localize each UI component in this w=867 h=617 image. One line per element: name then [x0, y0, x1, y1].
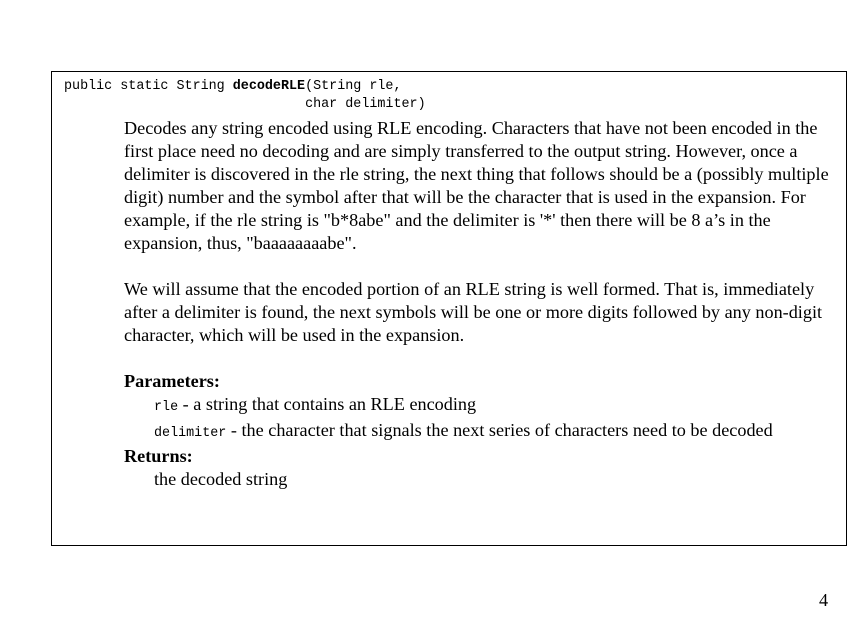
returns-text: the decoded string [154, 469, 288, 489]
parameters-heading: Parameters: [124, 371, 220, 391]
returns-heading: Returns: [124, 446, 193, 466]
method-doc-body [124, 117, 840, 491]
parameter-name: delimiter [154, 426, 227, 441]
description-paragraph-2: We will assume that the encoded portion of an RLE string is well formed. That is, immediately after a delimiter is found, the next symbols will be one or more digits followed by any non-digit character, which will be used in the expansion. [124, 279, 823, 345]
parameter-description: - a string that contains an RLE encoding [178, 394, 477, 414]
method-doc-box [51, 71, 847, 546]
signature-params-line2: char delimiter) [64, 97, 426, 112]
signature-params-line1: (String rle, [305, 79, 402, 94]
page-number: 4 [819, 590, 829, 610]
method-name: decodeRLE [232, 79, 306, 94]
description-paragraph-1: Decodes any string encoded using RLE encoding. Characters that have not been encoded in the first place need no decoding and are simply transferred to the output string. However, once a delimiter is discovered in the rle string, the next thing that follows should be a (possibly multiple digit) number and the symbol after that will be the character that is used in the expansion. For example, if the rle string is "b*8abe" and the delimiter is '*' then there will be 8 a’s in the expansion, thus, "baaaaaaaabe". [124, 118, 829, 253]
signature-prefix: public static String [64, 79, 233, 94]
parameter-rle [154, 393, 840, 419]
method-signature [64, 78, 426, 114]
parameter-delimiter [154, 419, 840, 445]
parameter-name: rle [154, 400, 179, 415]
parameter-description: - the character that signals the next series of characters need to be decoded [226, 420, 773, 440]
